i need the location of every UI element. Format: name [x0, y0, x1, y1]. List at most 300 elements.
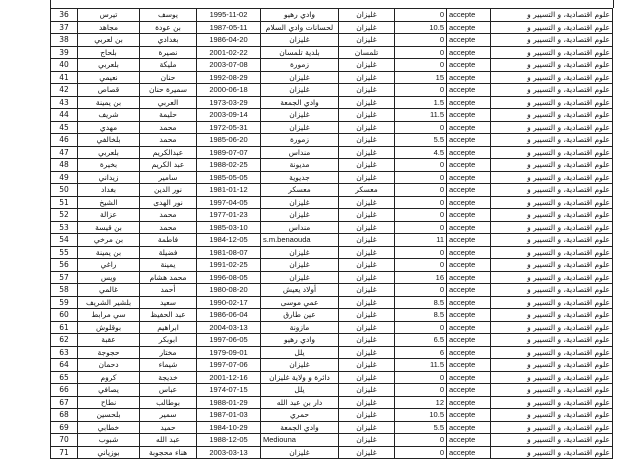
row-number-cell: 61: [51, 321, 78, 334]
birth-place-cell: وادي رهيو: [261, 9, 339, 22]
score-cell: 11.5: [395, 359, 447, 372]
first-name-cell: هناء محجوبة: [140, 446, 197, 459]
birth-place-cell: غليزان: [261, 121, 339, 134]
row-number-cell: 54: [51, 234, 78, 247]
score-cell: 0: [395, 159, 447, 172]
birth-place-cell: زمورة: [261, 59, 339, 72]
table-top-edge: [50, 0, 614, 8]
table-row: [51, 259, 613, 272]
last-name-cell: بن قيسة: [78, 221, 140, 234]
first-name-cell: فضيلة: [140, 246, 197, 259]
row-number-cell: 39: [51, 46, 78, 59]
last-name-cell: بن يمينة: [78, 96, 140, 109]
table-row: [51, 196, 613, 209]
table-row: [51, 209, 613, 222]
table-row: [51, 296, 613, 309]
row-number-cell: 49: [51, 171, 78, 184]
row-number-cell: 68: [51, 409, 78, 422]
last-name-cell: تيرس: [78, 9, 140, 22]
specialty-cell: علوم اقتصادية، و التسيير و: [491, 246, 613, 259]
birth-place-cell: غليزان: [261, 271, 339, 284]
first-name-cell: محمد هشام: [140, 271, 197, 284]
first-name-cell: فاطمة: [140, 234, 197, 247]
specialty-cell: علوم اقتصادية، و التسيير و: [491, 71, 613, 84]
status-cell: accepte: [447, 9, 491, 22]
specialty-cell: علوم اقتصادية، و التسيير و: [491, 96, 613, 109]
status-cell: accepte: [447, 134, 491, 147]
last-name-cell: بخيرة: [78, 159, 140, 172]
birth-place-cell: غليزان: [261, 109, 339, 122]
score-cell: 0: [395, 209, 447, 222]
row-number-cell: 59: [51, 296, 78, 309]
wilaya-cell: غليزان: [339, 284, 395, 297]
last-name-cell: بوزياني: [78, 446, 140, 459]
first-name-cell: سعيد: [140, 296, 197, 309]
birth-date-cell: 1996-08-05: [197, 271, 261, 284]
wilaya-cell: غليزان: [339, 121, 395, 134]
birth-date-cell: 1986-04-20: [197, 34, 261, 47]
birth-date-cell: 1988-02-25: [197, 159, 261, 172]
row-number-cell: 66: [51, 384, 78, 397]
row-number-cell: 62: [51, 334, 78, 347]
birth-date-cell: 1980-08-20: [197, 284, 261, 297]
birth-date-cell: 1997-07-06: [197, 359, 261, 372]
wilaya-cell: غليزان: [339, 159, 395, 172]
specialty-cell: علوم اقتصادية، و التسيير و: [491, 84, 613, 97]
score-cell: 5.5: [395, 134, 447, 147]
status-cell: accepte: [447, 159, 491, 172]
wilaya-cell: غليزان: [339, 384, 395, 397]
birth-place-cell: مازونة: [261, 321, 339, 334]
row-number-cell: 48: [51, 159, 78, 172]
wilaya-cell: غليزان: [339, 421, 395, 434]
birth-place-cell: غليزان: [261, 84, 339, 97]
status-cell: accepte: [447, 234, 491, 247]
specialty-cell: علوم اقتصادية، و التسيير و: [491, 134, 613, 147]
table-row: [51, 109, 613, 122]
birth-date-cell: 1987-01-03: [197, 409, 261, 422]
birth-place-cell: بلدية تلمسان: [261, 46, 339, 59]
status-cell: accepte: [447, 96, 491, 109]
specialty-cell: علوم اقتصادية، و التسيير و: [491, 359, 613, 372]
birth-place-cell: جديوية: [261, 171, 339, 184]
first-name-cell: نصيرة: [140, 46, 197, 59]
wilaya-cell: غليزان: [339, 234, 395, 247]
birth-date-cell: 1984-10-29: [197, 421, 261, 434]
birth-date-cell: 1989-07-07: [197, 146, 261, 159]
status-cell: accepte: [447, 396, 491, 409]
first-name-cell: العربي: [140, 96, 197, 109]
status-cell: accepte: [447, 184, 491, 197]
score-cell: 6.5: [395, 334, 447, 347]
row-number-cell: 36: [51, 9, 78, 22]
status-cell: accepte: [447, 384, 491, 397]
specialty-cell: علوم اقتصادية، و التسيير و: [491, 21, 613, 34]
last-name-cell: عزالة: [78, 209, 140, 222]
birth-place-cell: غليزان: [261, 446, 339, 459]
table-row: [51, 409, 613, 422]
specialty-cell: علوم اقتصادية، و التسيير و: [491, 446, 613, 459]
first-name-cell: بن عودة: [140, 21, 197, 34]
score-cell: 0: [395, 59, 447, 72]
table-row: [51, 234, 613, 247]
table-row: [51, 309, 613, 322]
status-cell: accepte: [447, 71, 491, 84]
birth-date-cell: 1984-12-05: [197, 234, 261, 247]
last-name-cell: زيداني: [78, 171, 140, 184]
table-row: [51, 46, 613, 59]
first-name-cell: نور الدين: [140, 184, 197, 197]
score-cell: 4.5: [395, 146, 447, 159]
first-name-cell: يمينة: [140, 259, 197, 272]
status-cell: accepte: [447, 309, 491, 322]
specialty-cell: علوم اقتصادية، و التسيير و: [491, 421, 613, 434]
specialty-cell: علوم اقتصادية، و التسيير و: [491, 296, 613, 309]
score-cell: 15: [395, 71, 447, 84]
specialty-cell: علوم اقتصادية، و التسيير و: [491, 284, 613, 297]
birth-date-cell: 2003-09-14: [197, 109, 261, 122]
last-name-cell: دحمان: [78, 359, 140, 372]
first-name-cell: بوطالب: [140, 396, 197, 409]
birth-place-cell: دائرة و ولاية غليزان: [261, 371, 339, 384]
status-cell: accepte: [447, 359, 491, 372]
specialty-cell: علوم اقتصادية، و التسيير و: [491, 221, 613, 234]
birth-place-cell: غليزان: [261, 34, 339, 47]
wilaya-cell: غليزان: [339, 271, 395, 284]
last-name-cell: بلحسين: [78, 409, 140, 422]
last-name-cell: نعيمي: [78, 71, 140, 84]
wilaya-cell: غليزان: [339, 34, 395, 47]
wilaya-cell: غليزان: [339, 196, 395, 209]
specialty-cell: علوم اقتصادية، و التسيير و: [491, 409, 613, 422]
first-name-cell: مختار: [140, 346, 197, 359]
birth-place-cell: غليزان: [261, 209, 339, 222]
birth-place-cell: أولاد يعيش: [261, 284, 339, 297]
birth-date-cell: 1988-12-05: [197, 434, 261, 447]
last-name-cell: بلعربي: [78, 146, 140, 159]
birth-place-cell: وادي الجمعة: [261, 96, 339, 109]
birth-place-cell: وادي رهيو: [261, 334, 339, 347]
specialty-cell: علوم اقتصادية، و التسيير و: [491, 121, 613, 134]
specialty-cell: علوم اقتصادية، و التسيير و: [491, 371, 613, 384]
row-number-cell: 71: [51, 446, 78, 459]
table-row: [51, 396, 613, 409]
table-body: [51, 9, 613, 459]
table-row: [51, 159, 613, 172]
table-row: [51, 359, 613, 372]
birth-place-cell: غليزان: [261, 246, 339, 259]
birth-date-cell: 1985-03-10: [197, 221, 261, 234]
specialty-cell: علوم اقتصادية، و التسيير و: [491, 209, 613, 222]
status-cell: accepte: [447, 284, 491, 297]
score-cell: 0: [395, 46, 447, 59]
wilaya-cell: غليزان: [339, 96, 395, 109]
status-cell: accepte: [447, 334, 491, 347]
birth-date-cell: 1977-01-23: [197, 209, 261, 222]
row-number-cell: 67: [51, 396, 78, 409]
birth-date-cell: 1997-06-05: [197, 334, 261, 347]
last-name-cell: عقبة: [78, 334, 140, 347]
table-row: [51, 171, 613, 184]
status-cell: accepte: [447, 371, 491, 384]
wilaya-cell: غليزان: [339, 171, 395, 184]
status-cell: accepte: [447, 259, 491, 272]
status-cell: accepte: [447, 421, 491, 434]
birth-date-cell: 1990-02-17: [197, 296, 261, 309]
last-name-cell: شريف: [78, 109, 140, 122]
status-cell: accepte: [447, 221, 491, 234]
birth-place-cell: وادي الجمعة: [261, 421, 339, 434]
first-name-cell: حميد: [140, 421, 197, 434]
score-cell: 5.5: [395, 421, 447, 434]
birth-place-cell: عمي موسى: [261, 296, 339, 309]
status-cell: accepte: [447, 446, 491, 459]
wilaya-cell: غليزان: [339, 321, 395, 334]
birth-date-cell: 1972-05-31: [197, 121, 261, 134]
birth-place-cell: عين طارق: [261, 309, 339, 322]
first-name-cell: يوسف: [140, 9, 197, 22]
row-number-cell: 52: [51, 209, 78, 222]
score-cell: 0: [395, 171, 447, 184]
status-cell: accepte: [447, 321, 491, 334]
specialty-cell: علوم اقتصادية، و التسيير و: [491, 9, 613, 22]
first-name-cell: عبدالكريم: [140, 146, 197, 159]
row-number-cell: 42: [51, 84, 78, 97]
row-number-cell: 57: [51, 271, 78, 284]
score-cell: 0: [395, 371, 447, 384]
first-name-cell: حنان: [140, 71, 197, 84]
birth-place-cell: غليزان: [261, 359, 339, 372]
table-row: [51, 346, 613, 359]
score-cell: 0: [395, 321, 447, 334]
first-name-cell: أحمد: [140, 284, 197, 297]
row-number-cell: 38: [51, 34, 78, 47]
row-number-cell: 40: [51, 59, 78, 72]
status-cell: accepte: [447, 246, 491, 259]
last-name-cell: ويس: [78, 271, 140, 284]
status-cell: accepte: [447, 409, 491, 422]
row-number-cell: 64: [51, 359, 78, 372]
birth-date-cell: 1995-11-02: [197, 9, 261, 22]
score-cell: 0: [395, 184, 447, 197]
first-name-cell: محمد: [140, 221, 197, 234]
score-cell: 0: [395, 196, 447, 209]
row-number-cell: 53: [51, 221, 78, 234]
table-row: [51, 334, 613, 347]
wilaya-cell: غليزان: [339, 246, 395, 259]
status-cell: accepte: [447, 21, 491, 34]
specialty-cell: علوم اقتصادية، و التسيير و: [491, 171, 613, 184]
birth-place-cell: معسكر: [261, 184, 339, 197]
birth-date-cell: 1985-05-05: [197, 171, 261, 184]
row-number-cell: 58: [51, 284, 78, 297]
wilaya-cell: غليزان: [339, 9, 395, 22]
specialty-cell: علوم اقتصادية، و التسيير و: [491, 334, 613, 347]
row-number-cell: 51: [51, 196, 78, 209]
birth-place-cell: Mediouna: [261, 434, 339, 447]
birth-date-cell: 1985-06-20: [197, 134, 261, 147]
specialty-cell: علوم اقتصادية، و التسيير و: [491, 434, 613, 447]
status-cell: accepte: [447, 209, 491, 222]
score-cell: 11: [395, 234, 447, 247]
birth-date-cell: 1997-04-05: [197, 196, 261, 209]
table-row: [51, 434, 613, 447]
status-cell: accepte: [447, 46, 491, 59]
birth-date-cell: 2001-02-22: [197, 46, 261, 59]
score-cell: 0: [395, 34, 447, 47]
first-name-cell: نور الهدى: [140, 196, 197, 209]
first-name-cell: عبد الكريم: [140, 159, 197, 172]
score-cell: 11.5: [395, 109, 447, 122]
first-name-cell: سمير: [140, 409, 197, 422]
birth-date-cell: 2000-06-18: [197, 84, 261, 97]
row-number-cell: 50: [51, 184, 78, 197]
table-row: [51, 71, 613, 84]
birth-date-cell: 1987-05-11: [197, 21, 261, 34]
wilaya-cell: غليزان: [339, 409, 395, 422]
birth-date-cell: 1974-07-15: [197, 384, 261, 397]
last-name-cell: حجوجة: [78, 346, 140, 359]
table-row: [51, 146, 613, 159]
row-number-cell: 55: [51, 246, 78, 259]
birth-date-cell: 2003-03-13: [197, 446, 261, 459]
score-cell: 0: [395, 246, 447, 259]
table-row: [51, 271, 613, 284]
last-name-cell: نطاح: [78, 396, 140, 409]
first-name-cell: ابوبكر: [140, 334, 197, 347]
status-cell: accepte: [447, 171, 491, 184]
score-cell: 12: [395, 396, 447, 409]
row-number-cell: 56: [51, 259, 78, 272]
wilaya-cell: غليزان: [339, 209, 395, 222]
row-number-cell: 63: [51, 346, 78, 359]
row-number-cell: 65: [51, 371, 78, 384]
specialty-cell: علوم اقتصادية، و التسيير و: [491, 196, 613, 209]
status-cell: accepte: [447, 296, 491, 309]
last-name-cell: بلخالفي: [78, 134, 140, 147]
score-cell: 0: [395, 434, 447, 447]
first-name-cell: عبد الله: [140, 434, 197, 447]
row-number-cell: 41: [51, 71, 78, 84]
first-name-cell: شيماء: [140, 359, 197, 372]
wilaya-cell: غليزان: [339, 434, 395, 447]
wilaya-cell: غليزان: [339, 346, 395, 359]
score-cell: 0: [395, 9, 447, 22]
specialty-cell: علوم اقتصادية، و التسيير و: [491, 59, 613, 72]
specialty-cell: علوم اقتصادية، و التسيير و: [491, 384, 613, 397]
last-name-cell: قصاص: [78, 84, 140, 97]
birth-date-cell: 1981-01-12: [197, 184, 261, 197]
wilaya-cell: غليزان: [339, 296, 395, 309]
last-name-cell: بغداد: [78, 184, 140, 197]
specialty-cell: علوم اقتصادية، و التسيير و: [491, 396, 613, 409]
status-cell: accepte: [447, 271, 491, 284]
birth-date-cell: 2003-07-08: [197, 59, 261, 72]
specialty-cell: علوم اقتصادية، و التسيير و: [491, 34, 613, 47]
row-number-cell: 69: [51, 421, 78, 434]
row-number-cell: 70: [51, 434, 78, 447]
table-row: [51, 321, 613, 334]
specialty-cell: علوم اقتصادية، و التسيير و: [491, 184, 613, 197]
table-row: [51, 446, 613, 459]
last-name-cell: بلعربي: [78, 59, 140, 72]
specialty-cell: علوم اقتصادية، و التسيير و: [491, 321, 613, 334]
birth-place-cell: منداس: [261, 146, 339, 159]
last-name-cell: بلشير الشريف: [78, 296, 140, 309]
birth-date-cell: 1991-02-25: [197, 259, 261, 272]
first-name-cell: عبد الحفيظ: [140, 309, 197, 322]
specialty-cell: علوم اقتصادية، و التسيير و: [491, 159, 613, 172]
score-cell: 10.5: [395, 409, 447, 422]
first-name-cell: مليكة: [140, 59, 197, 72]
last-name-cell: غالمي: [78, 284, 140, 297]
specialty-cell: علوم اقتصادية، و التسيير و: [491, 259, 613, 272]
table-row: [51, 84, 613, 97]
wilaya-cell: غليزان: [339, 71, 395, 84]
wilaya-cell: غليزان: [339, 446, 395, 459]
wilaya-cell: غليزان: [339, 84, 395, 97]
last-name-cell: سي مرابط: [78, 309, 140, 322]
status-cell: accepte: [447, 146, 491, 159]
table-row: [51, 134, 613, 147]
birth-place-cell: لحسانات وادي السلام: [261, 21, 339, 34]
first-name-cell: محمد: [140, 209, 197, 222]
birth-date-cell: 1988-01-29: [197, 396, 261, 409]
table-row: [51, 221, 613, 234]
table-row: [51, 121, 613, 134]
wilaya-cell: تلمسان: [339, 46, 395, 59]
first-name-cell: محمد: [140, 121, 197, 134]
birth-date-cell: 2001-12-16: [197, 371, 261, 384]
first-name-cell: سامير: [140, 171, 197, 184]
last-name-cell: الشيخ: [78, 196, 140, 209]
wilaya-cell: غليزان: [339, 359, 395, 372]
last-name-cell: كروم: [78, 371, 140, 384]
first-name-cell: حليمة: [140, 109, 197, 122]
first-name-cell: عباس: [140, 384, 197, 397]
last-name-cell: بن مرخي: [78, 234, 140, 247]
score-cell: 8.5: [395, 296, 447, 309]
last-name-cell: بوقلوش: [78, 321, 140, 334]
birth-place-cell: غليزان: [261, 196, 339, 209]
birth-date-cell: 1992-08-29: [197, 71, 261, 84]
score-cell: 10.5: [395, 21, 447, 34]
status-cell: accepte: [447, 434, 491, 447]
birth-place-cell: مديونة: [261, 159, 339, 172]
birth-place-cell: منداس: [261, 221, 339, 234]
first-name-cell: ابراهيم: [140, 321, 197, 334]
table-row: [51, 384, 613, 397]
score-cell: 8.5: [395, 309, 447, 322]
candidates-table: [50, 8, 613, 459]
birth-date-cell: 1973-03-29: [197, 96, 261, 109]
specialty-cell: علوم اقتصادية، و التسيير و: [491, 234, 613, 247]
wilaya-cell: غليزان: [339, 21, 395, 34]
wilaya-cell: غليزان: [339, 134, 395, 147]
score-cell: 0: [395, 384, 447, 397]
last-name-cell: بن يمينة: [78, 246, 140, 259]
specialty-cell: علوم اقتصادية، و التسيير و: [491, 46, 613, 59]
score-cell: 0: [395, 121, 447, 134]
score-cell: 0: [395, 259, 447, 272]
wilaya-cell: غليزان: [339, 396, 395, 409]
birth-date-cell: 1979-09-01: [197, 346, 261, 359]
birth-date-cell: 2004-03-13: [197, 321, 261, 334]
score-cell: 1.5: [395, 96, 447, 109]
last-name-cell: بلحاج: [78, 46, 140, 59]
last-name-cell: مجاهد: [78, 21, 140, 34]
table-row: [51, 96, 613, 109]
